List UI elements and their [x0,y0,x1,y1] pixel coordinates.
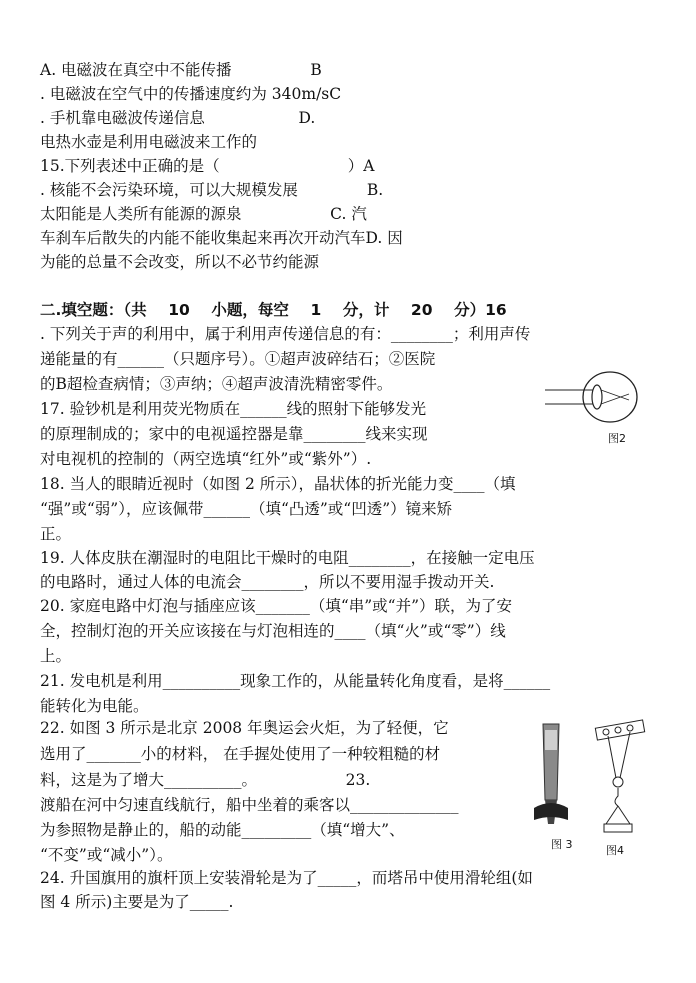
section-heading: 二.填空题：（共 10 小题，每空 1 分，计 20 分）16 [40,301,507,319]
text-line: 的电路时，通过人体的电流会________，所以不要用湿手拨动开关. [40,573,495,591]
text-line: . 手机靠电磁波传递信息 D. [40,109,316,127]
eye-figure [545,370,645,432]
figure-2-caption: 图2 [608,432,626,445]
text-line: 能转化为电能。 [40,697,149,715]
question-16: . 下列关于声的利用中，属于利用声传递信息的有：________；利用声传 [40,325,531,343]
question-19: 19. 人体皮肤在潮湿时的电阻比干燥时的电阻________，在接触一定电压 [40,549,535,567]
text-line: A. 电磁波在真空中不能传播 B [40,61,322,79]
text-line: 的B超检查病情；③声纳；④超声波清洗精密零件。 [40,375,393,393]
text-line: 上。 [40,647,72,665]
text-line: 为能的总量不会改变，所以不必节约能源 [40,253,320,271]
text-line: 车刹车后散失的内能不能收集起来再次开动汽车D. 因 [40,229,403,247]
text-line: . 核能不会污染环境，可以大规模发展 B. [40,181,384,199]
text-line: 全，控制灯泡的开关应该接在与灯泡相连的____（填“火”或“零”）线 [40,622,506,640]
text-line: 递能量的有______（只题序号）。①超声波碎结石；②医院 [40,350,436,368]
figure-4-caption: 图4 [606,844,624,857]
text-line: . 电磁波在空气中的传播速度约为 340m/sC [40,85,342,103]
text-line: 太阳能是人类所有能源的源泉 C. 汽 [40,205,367,223]
question-17: 17. 验钞机是利用荧光物质在______线的照射下能够发光 [40,400,427,418]
torch-figure [534,720,570,830]
text-line: 图 4 所示)主要是为了_____. [40,893,234,911]
text-line: 为参照物是静止的，船的动能_________（填“增大”、 [40,821,405,839]
text-line: 电热水壶是利用电磁波来工作的 [40,133,258,151]
text-line: 料，这是为了增大__________。 23. [40,771,371,789]
question-18: 18. 当人的眼睛近视时（如图 2 所示），晶状体的折光能力变____（填 [40,475,516,493]
text-line: 对电视机的控制的（两空选填“红外”或“紫外”）. [40,450,372,468]
question-24: 24. 升国旗用的旗杆顶上安装滑轮是为了_____，而塔吊中使用滑轮组(如 [40,869,533,887]
text-line: 正。 [40,525,72,543]
text-line: “强”或“弱”），应该佩带______（填“凸透”或“凹透”）镜来矫 [40,500,453,518]
text-line: “不变”或“减小”）。 [40,846,173,864]
question-20: 20. 家庭电路中灯泡与插座应该_______（填“串”或“并”）联，为了安 [40,597,513,615]
question-21: 21. 发电机是利用__________现象工作的，从能量转化角度看，是将______ [40,672,551,690]
figure-3-caption: 图 3 [551,838,573,851]
text-line: 选用了_______小的材料， 在手握处使用了一种较粗糙的材 [40,745,441,763]
question-23: 渡船在河中匀速直线航行，船中坐着的乘客以______________ [40,796,459,814]
question-22: 22. 如图 3 所示是北京 2008 年奥运会火炬，为了轻便，它 [40,719,449,737]
text-line: 的原理制成的；家中的电视遥控器是靠________线来实现 [40,425,428,443]
question-15: 15.下列表述中正确的是（ ）A [40,157,375,175]
pulley-figure [592,716,652,836]
